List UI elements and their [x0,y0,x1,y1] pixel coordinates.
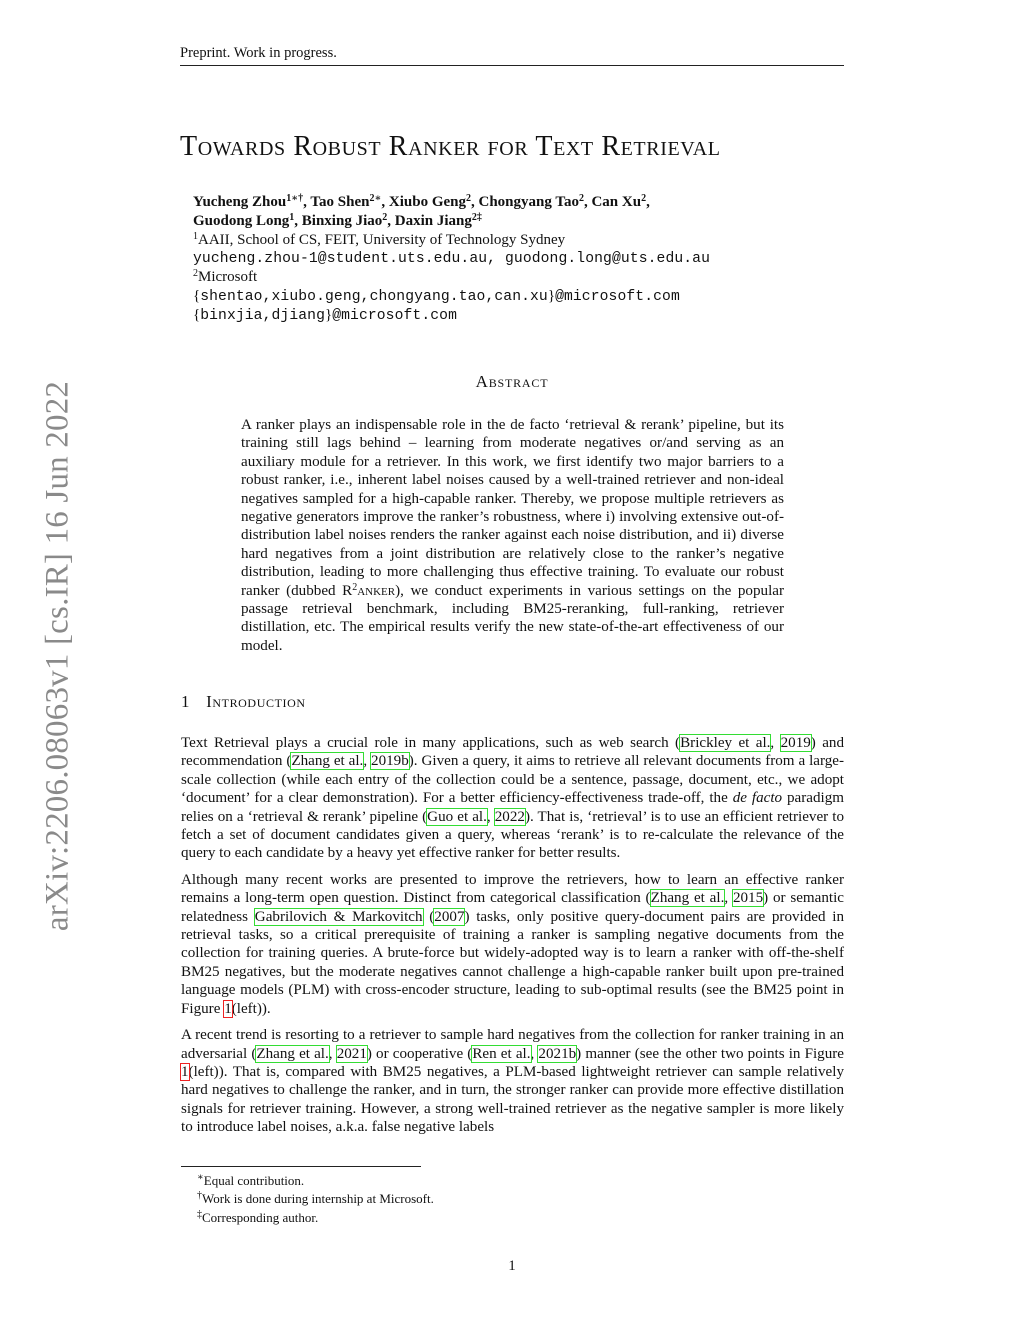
author-affiliation-mark: 2 [466,193,471,204]
author-affiliation-mark: 2 [578,193,584,204]
author-name: Can Xu [591,194,642,210]
model-name: R [342,582,353,599]
author-name: Xiubo Geng [388,194,466,210]
text-run: paradigm relies on a ‘retrieval & rerank’ pipeline ( [181,790,845,825]
text-run: ). Given a query, it aims to retrieve all relevant documents from a large-scale collection (while each entry of the collection could be a sentence, passage, document, etc., we adopt ‘document’ for a clear demonstration). For a better efficiency-effectiveness trade-off, the [181,753,844,807]
affiliation-name: Microsoft [198,269,258,286]
footnote-text: Work is done during internship at Microsoft. [202,1191,434,1207]
footnote-text: Corresponding author. [202,1209,319,1225]
citation-link[interactable]: Zhang et al. [650,890,725,907]
author-affiliation-mark: 2‡ [471,212,482,223]
text-run: , [530,1045,539,1062]
text-run: ) tasks, only positive query-document pairs are provided in retrieval tasks, so a critical prerequisite of training a ranker is sampling negative documents from the collection for training queries. A brute-force but widely-adopted way is to learn a ranker with off-the-shelf BM25 negatives, but the moderate negatives cannot challenge a high-capable ranker built upon pre-trained language models (PLM) with cross-encoder structure, leading to sub-optimal results (see the BM25 point in Figure [181,908,844,1017]
author-affiliation-mark: 2 [641,193,647,204]
author-name: Guodong Long [193,213,290,229]
abstract-text [241,416,784,655]
abstract-text-part: A ranker plays an indispensable role in the de facto ‘retrieval & rerank’ pipeline, but its training still lags behind – learning from moderate negatives or/and serving as an auxiliary module for a retriever. In this work, we first identify two major barriers to a robust ranker, i.e., inherent label noises caused by a well-trained retriever and non-ideal negatives sampled for a high-capable ranker. Thereby, we propose multiple retrievers as negative generators improve the ranker’s robustness, where i) involving extensive out-of-distribution label noises renders the ranker against each noise distribution, and ii) diverse hard negatives from a joint distribution are relatively close to the ranker’s negative distribution, leading to more challenging thus effective training. To evaluate our robust ranker (dubbed [241,417,784,599]
author-line-2 [193,212,853,231]
footnote-mark: † [197,1190,202,1202]
citation-link[interactable]: 2007 [434,908,465,925]
citation-link[interactable]: Ren et al. [472,1045,531,1062]
author-name: Chongyang Tao [478,194,579,210]
citation-link[interactable]: 2019 [780,735,811,751]
email-domain: @microsoft.com [555,288,680,305]
citation-link[interactable]: Zhang et al. [256,1045,329,1062]
citation-link[interactable]: 2015 [732,890,764,907]
text-run: (left)). [231,1000,271,1017]
author-affiliation-mark: 1∗† [286,193,304,204]
paragraph [181,1026,844,1136]
author-name: Yucheng Zhou [193,194,287,210]
citation-link[interactable]: Gabrilovich & Markovitch [254,908,423,925]
figure-reference-link[interactable]: 1 [181,1063,189,1080]
author-line-1 [193,193,853,212]
emphasis: de facto [732,790,783,807]
abstract-text-part: ), we conduct experiments in various settings on the popular passage retrieval benchmark, including BM25-reranking, full-ranking, retriever distillation, etc. The empirical results verify the new state-of-the-art effectiveness of our model. [241,582,784,654]
author-affiliation-mark: 2 [382,212,388,223]
footnote [197,1209,434,1227]
footnote-divider [181,1166,421,1167]
text-run: ). That is, ‘retrieval’ is to use an efficient retriever to fetch a set of document candidates given a query, whereas ‘rerank’ is to re-calculate the relevance of the query to each candidate by a heavy yet effective ranker for better results. [181,808,844,862]
author-affiliation-mark: 1 [289,212,295,223]
arxiv-stamp: arXiv:2206.08063v1 [cs.IR] 16 Jun 2022 [39,380,76,932]
brace: { [193,287,201,304]
model-name-sup: 2 [352,581,358,593]
separator: , [583,194,592,210]
email-users: shentao,xiubo.geng,chongyang.tao,can.xu [200,288,548,305]
text-run: , [770,735,781,751]
text-run: ) manner (see the other two points in Figure [576,1045,845,1062]
section-body [181,734,844,1145]
paragraph [181,871,844,1018]
separator: , [387,213,395,229]
citation-link[interactable]: 2022 [494,808,525,825]
text-run: , [486,808,495,825]
paragraph [181,734,844,863]
citation-link[interactable]: Brickley et al. [680,735,771,751]
text-run: , [724,890,733,907]
text-run: A recent trend is resorting to a retriever to sample hard negatives from the collection for ranker training in an adversarial ( [181,1027,844,1062]
affiliation-name: AAII, School of CS, FEIT, University of Technology Sydney [198,232,566,248]
author-affiliation-mark: 2∗ [369,193,382,204]
citation-link[interactable]: 2021b [538,1045,577,1062]
section-heading [181,692,306,712]
citation-link[interactable]: 2019b [371,753,409,770]
author-block [193,193,853,326]
separator: , [471,194,479,210]
text-run: , [363,753,372,770]
abstract-heading: Abstract [475,372,549,391]
separator: , [303,194,311,210]
section-title: Introduction [206,692,306,711]
separator: , [646,194,650,210]
text-run: (left)). That is, compared with BM25 negatives, a PLM-based lightweight retriever can sample relatively hard negatives to challenge the ranker, and in turn, the stronger ranker can provide more effective distillation signals for retriever training. However, a strong well-trained retriever as the negative sampler is more likely to introduce label noises, a.k.a. false negative labels [181,1063,844,1136]
footnote [197,1172,434,1190]
running-head: Preprint. Work in progress. [180,44,844,66]
footnote-mark: ∗ [197,1172,204,1183]
separator: , [294,213,302,229]
email-users: binxjia,djiang [200,308,325,325]
author-name: Binxing Jiao [301,213,383,229]
footnote-mark: ‡ [197,1208,202,1220]
text-run: ) or cooperative ( [366,1045,473,1062]
brace: } [325,307,333,324]
author-name: Daxin Jiang [394,213,472,229]
email-line-2 [193,287,853,307]
figure-reference-link[interactable]: 1 [224,1000,232,1017]
separator: , [381,194,389,210]
model-name-rest: anker [357,582,396,599]
citation-link[interactable]: Zhang et al. [291,753,364,770]
citation-link[interactable]: 2021 [336,1045,367,1062]
section-number: 1 [181,692,191,711]
brace: } [547,287,556,304]
email-domain: @microsoft.com [332,308,457,325]
affiliation-mark: 1 [193,231,198,242]
text-run: ) or semantic relatedness [181,890,845,925]
text-run: ) and recommendation ( [181,735,844,770]
page-number: 1 [508,1258,516,1274]
footnote [197,1190,434,1208]
text-run: , [328,1045,337,1062]
email-line-1: yucheng.zhou-1@student.uts.edu.au, guodong.long@uts.edu.au [193,250,711,267]
email-line-3 [193,306,853,326]
affiliation-1 [193,231,853,250]
affiliation-mark: 2 [193,268,198,280]
paper-title: Towards Robust Ranker for Text Retrieval [180,131,721,162]
footnote-text: Equal contribution. [203,1173,305,1188]
text-run: ( [422,908,435,925]
author-name: Tao Shen [310,194,370,210]
citation-link[interactable]: Guo et al. [427,808,487,825]
footnotes [197,1172,434,1227]
text-run: Although many recent works are presented to improve the retrievers, how to learn an effective ranker remains a long-term open question. Distinct from categorical classification ( [181,871,844,907]
brace: { [193,307,201,324]
affiliation-2 [193,268,853,287]
text-run: Text Retrieval plays a crucial role in many applications, such as web search ( [181,735,681,751]
